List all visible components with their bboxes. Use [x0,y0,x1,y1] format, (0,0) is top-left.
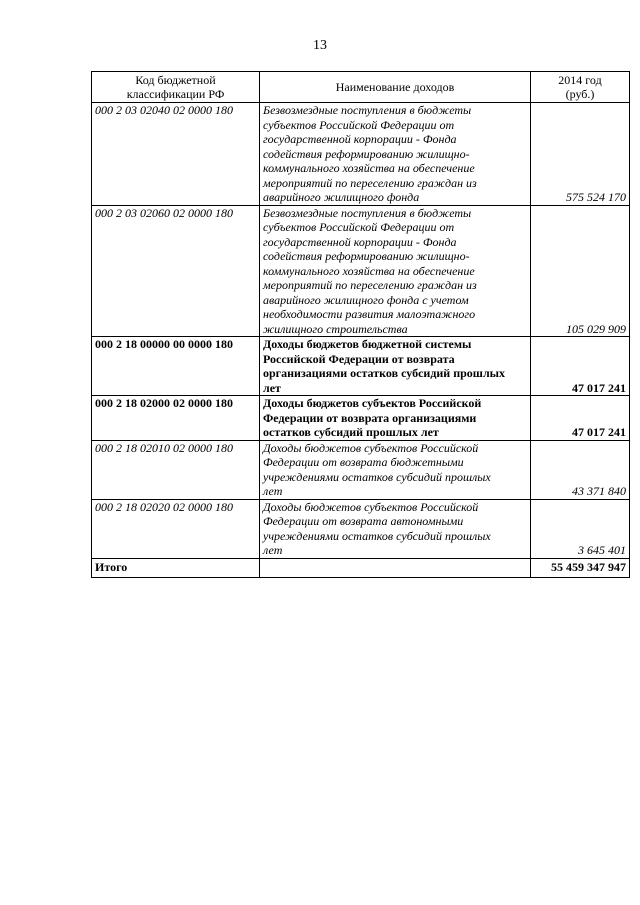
table-row [92,337,630,396]
header-code: Код бюджетной классификации РФ [92,72,260,103]
table-row [92,205,630,337]
header-year: 2014 год (руб.) [531,72,630,103]
table-row [92,440,630,499]
table-row [92,499,630,558]
row-amount: 3 645 401 [531,499,630,558]
page-number: 13 [313,38,327,53]
row-code: 000 2 03 02040 02 0000 180 [92,103,260,206]
row-name: Безвозмездные поступления в бюджеты субъектов Российской Федерации от государственной корпорации - Фонда содействия реформированию жилищно- коммунального хозяйства на обеспечение мероприятий по переселению граждан из аварийного жилищного фонда с учетом необходимости развития малоэтажного жилищного строительства [260,205,531,337]
row-name: Безвозмездные поступления в бюджеты субъектов Российской Федерации от государственной корпорации - Фонда содействия реформированию жилищно- коммунального хозяйства на обеспечение мероприятий по переселению граждан из аварийного жилищного фонда [260,103,531,206]
row-code: 000 2 03 02060 02 0000 180 [92,205,260,337]
total-row [92,558,630,577]
header-name: Наименование доходов [260,72,531,103]
revenue-table [91,71,630,578]
row-code: 000 2 18 02020 02 0000 180 [92,499,260,558]
row-code: 000 2 18 02000 02 0000 180 [92,396,260,441]
row-name: Доходы бюджетов бюджетной системы Российской Федерации от возврата организациями остатков субсидий прошлых лет [260,337,531,396]
total-label: Итого [92,558,260,577]
row-amount: 47 017 241 [531,337,630,396]
table-row [92,396,630,441]
row-code: 000 2 18 00000 00 0000 180 [92,337,260,396]
row-amount: 47 017 241 [531,396,630,441]
row-name: Доходы бюджетов субъектов Российской Федерации от возврата бюджетными учреждениями остатков субсидий прошлых лет [260,440,531,499]
row-name: Доходы бюджетов субъектов Российской Федерации от возврата организациями остатков субсидий прошлых лет [260,396,531,441]
row-amount: 43 371 840 [531,440,630,499]
row-code: 000 2 18 02010 02 0000 180 [92,440,260,499]
row-amount: 105 029 909 [531,205,630,337]
row-amount: 575 524 170 [531,103,630,206]
row-name: Доходы бюджетов субъектов Российской Федерации от возврата автономными учреждениями остатков субсидий прошлых лет [260,499,531,558]
table-header-row [92,72,630,103]
total-amount: 55 459 347 947 [531,558,630,577]
total-empty-cell [260,558,531,577]
table-row [92,103,630,206]
